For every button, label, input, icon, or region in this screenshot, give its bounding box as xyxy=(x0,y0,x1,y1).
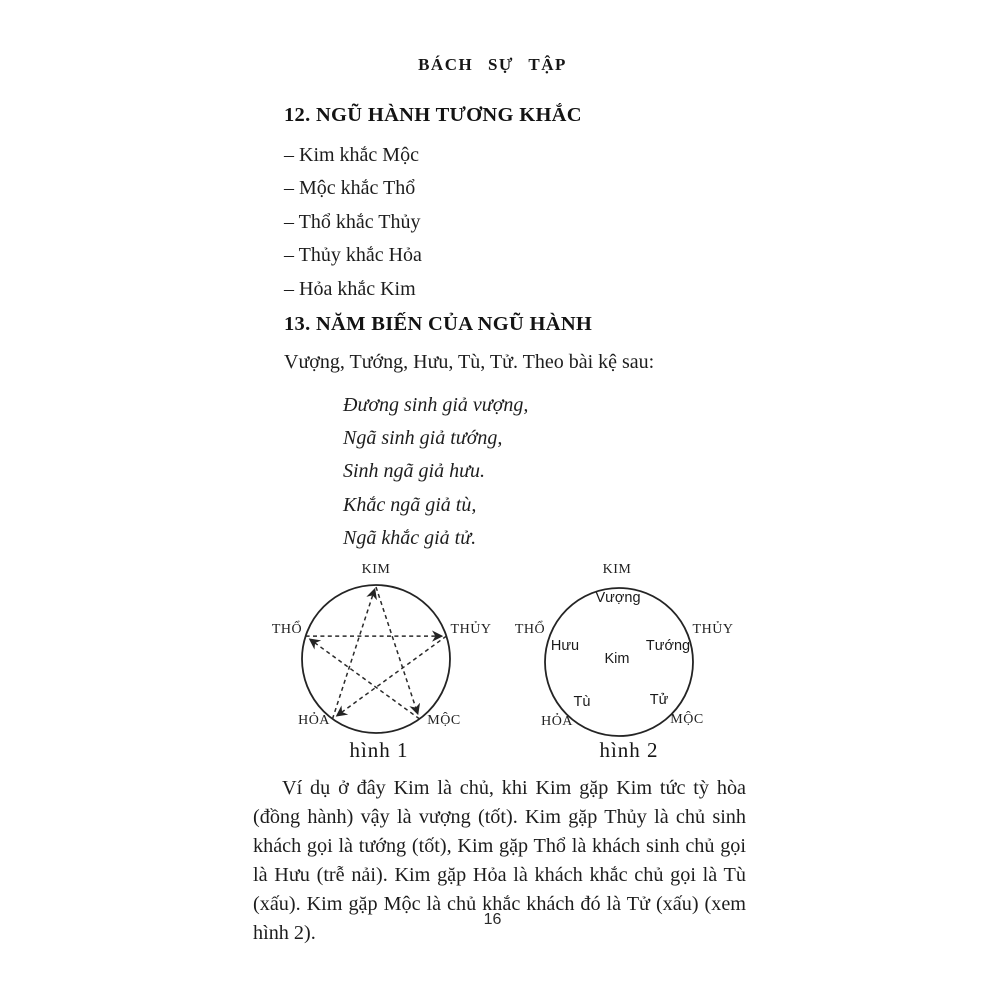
figure2-label-thuy: THỦY xyxy=(692,622,734,637)
figure1-label-thuy: THỦY xyxy=(450,622,492,637)
verse-line: Ngã khắc giả tử. xyxy=(343,526,477,549)
section-13-intro: Vượng, Tướng, Hưu, Tù, Tử. Theo bài kệ sau: xyxy=(284,351,655,373)
figure2-label-moc: MỘC xyxy=(670,712,704,727)
list-item: – Mộc khắc Thổ xyxy=(284,177,416,200)
verse-line: Khắc ngã giả tù, xyxy=(343,493,477,516)
figure1-label-tho: THỔ xyxy=(271,622,303,637)
figure1-circle xyxy=(302,585,450,733)
figure2-label-tho: THỔ xyxy=(514,622,546,637)
page-number: 16 xyxy=(483,911,502,928)
arrow-thuy-to-hoa xyxy=(338,636,447,715)
arrow-hoa-to-kim xyxy=(333,590,375,719)
arrow-kim-to-moc xyxy=(376,587,418,713)
section-12-heading: 12. NGŨ HÀNH TƯƠNG KHẮC xyxy=(284,104,582,126)
figure1-label-kim: KIM xyxy=(361,562,391,577)
figure2-state-tuong: Tướng xyxy=(645,638,691,654)
arrow-moc-to-tho xyxy=(311,640,420,719)
figure2-state-tu-dead: Tử xyxy=(649,692,669,708)
figure1-caption: hình 1 xyxy=(349,738,409,762)
list-item: – Thủy khắc Hỏa xyxy=(284,244,422,267)
example-paragraph: Ví dụ ở đây Kim là chủ, khi Kim gặp Kim tức tỳ hòa (đồng hành) vậy là vượng (tốt). Kim gặp Thủy là chủ sinh khách gọi là tướng (tốt), Kim gặp Thổ là khách sinh chủ gọi là Hưu (trễ nải). Kim gặp Hỏa là khách khắc chủ gọi là Tù (xấu). Kim gặp Mộc là chủ khắc khách đó là Tử (xấu) (xem hình 2). xyxy=(253,777,746,944)
running-head: BÁCH SỰ TẬP xyxy=(418,55,567,74)
section-13-heading: 13. NĂM BIẾN CỦA NGŨ HÀNH xyxy=(284,313,593,335)
list-item: – Hỏa khắc Kim xyxy=(284,277,416,300)
list-item: – Kim khắc Mộc xyxy=(284,144,419,166)
destructive-cycle-list xyxy=(284,139,422,306)
figure2-label-hoa: HỎA xyxy=(541,714,573,729)
figure2-state-kim: Kim xyxy=(604,651,630,667)
list-item: – Thổ khắc Thủy xyxy=(284,210,421,233)
verse-line: Sinh ngã giả hưu. xyxy=(343,460,486,483)
figure2-label-kim: KIM xyxy=(602,562,632,577)
figure1-label-hoa: HỎA xyxy=(298,713,330,728)
figure1-label-moc: MỘC xyxy=(427,713,461,728)
verse-block xyxy=(343,389,528,555)
figure2-caption: hình 2 xyxy=(599,738,659,762)
verse-line: Ngã sinh giả tướng, xyxy=(343,427,503,450)
figure2-state-vuong: Vượng xyxy=(595,590,641,606)
figure2-state-tu-jail: Tù xyxy=(573,694,591,710)
figure2-state-huu: Hưu xyxy=(550,638,580,654)
verse-line: Đương sinh giả vượng, xyxy=(343,394,529,416)
